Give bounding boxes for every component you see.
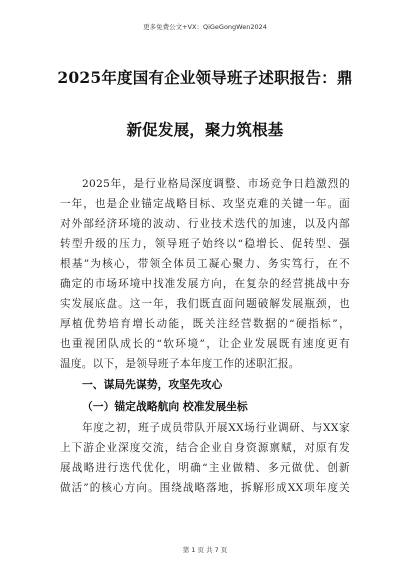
- section-heading: 一、谋局先谋势，攻坚先攻心: [82, 378, 223, 391]
- intro-line: 根基”为核心，带领全体员工凝心聚力、务实笃行，在不: [60, 258, 350, 270]
- page-footer: 第 1 页 共 7 页: [182, 546, 228, 554]
- para-line: 展战略进行迭代优化，明确“主业做精、多元做优、创新: [60, 462, 350, 474]
- intro-line: 一年，也是企业锚定战略目标、攻坚克难的关键一年。面: [60, 198, 350, 210]
- subsection-heading: （一）锚定战略航向 校准发展坐标: [82, 400, 248, 413]
- document-body: [60, 174, 350, 498]
- para-line: 年度之初，班子成员带队开展XX场行业调研、与XX家: [82, 422, 350, 434]
- intro-line: 确定的市场环境中找准发展方向，在复杂的经营挑战中夯: [60, 278, 350, 290]
- document-title-line-1: 2025年度国有企业领导班子述职报告：鼎: [57, 68, 353, 87]
- intro-line: 实发展底盘。这一年，我们既直面问题破解发展瓶颈，也: [60, 298, 350, 310]
- intro-line: 厚植优势培育增长动能，既关注经营数据的“硬指标”，: [60, 318, 350, 330]
- intro-line: 对外部经济环境的波动、行业技术迭代的加速，以及内部: [60, 218, 350, 230]
- document-title-line-2: 新促发展，聚力筑根基: [126, 120, 284, 139]
- intro-line: 也重视团队成长的“软环境”，让企业发展既有速度更有: [60, 338, 350, 350]
- para-line: 上下游企业深度交流，结合企业自身资源禀赋，对原有发: [60, 442, 350, 454]
- header-note: 更多免费公文+VX：QiGeGongWen2024: [143, 23, 267, 31]
- para-line: 做活”的核心方向。围绕战略落地，拆解形成XX项年度关: [60, 482, 350, 494]
- intro-line: 转型升级的压力，领导班子始终以“稳增长、促转型、强: [60, 238, 350, 250]
- intro-line: 2025年，是行业格局深度调整、市场竞争日趋激烈的: [82, 178, 350, 190]
- intro-line: 温度。以下，是领导班子本年度工作的述职汇报。: [60, 358, 300, 370]
